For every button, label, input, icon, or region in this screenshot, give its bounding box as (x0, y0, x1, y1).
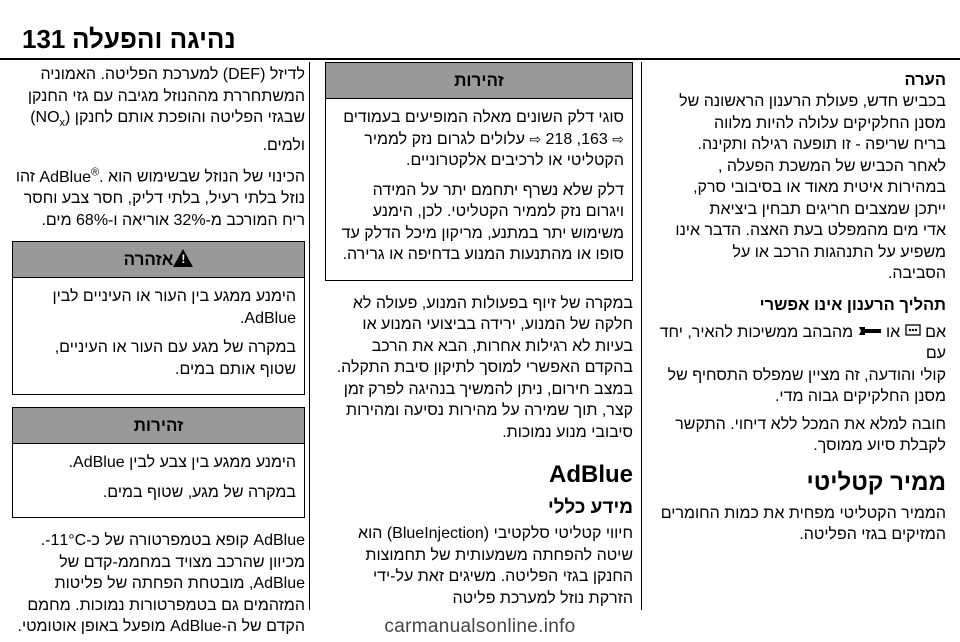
intro-line: שבגזי הפליטה והופכת אותם לחנקן $(NO_x)$ (30, 109, 305, 130)
catalytic-title: ממיר קטליטי (806, 468, 946, 496)
note-line: לאחר הכביש של המשכת הפעלה , (718, 157, 946, 175)
general-info-paragraph: חיווי קטליטי סלקטיבי (BlueInjection) הוא שיטה להפחתה משמעותית של תחמוצות החנקן בגזי הפליטה. משיגים זאת על-ידי הזרקת נוזל למערכת פליטה (358, 525, 633, 607)
note-line: בכביש חדש, פעולת הרענון הראשונה של (679, 93, 946, 110)
regen-paragraph-2: חובה למלא את המכל ללא דיחוי. התקשר לקבלת סיוע ממוסך. (675, 415, 946, 454)
caution-box-2-title: זהירות (13, 408, 304, 444)
misfire-paragraph: במקרה של זיוף בפעולות המנוע, פעולה לא חלקה של המנוע, ירידה בביצועי המנוע או בעיות לא רגילות אחרות, הבא את הרכב בהקדם האפשרי למוסך לתיקון סיבת התקלה. במצב חירום, ניתן להמשיך בנהיגה לפרק זמן קצר, תוך שמירה על מהירות נסיעה ומהירות סיבובי מנוע נמוכות. (336, 294, 633, 441)
caution-box (325, 62, 633, 281)
page-header (0, 0, 960, 60)
column-right (650, 62, 960, 610)
note-body (658, 91, 946, 285)
warning-box-title: !אזהרה (13, 242, 304, 278)
note-line: משפיע על התנהגות הרכב או על (732, 243, 946, 261)
fluid-paragraph: הכינוי של הנוזל שבשימוש הוא AdBlue®. זהו נוזל בלתי רעיל, בלתי דליק, חסר צבע וחסר ריח המורכב מ-32% אוריאה ו-68% מים. (15, 166, 305, 229)
page-number: 131 (22, 24, 66, 54)
warning-paragraph-1: הימנע ממגע בין העור או העיניים לבין AdBlue. (52, 288, 296, 327)
note-line: ייתכן שמצבים חריגים תבחין ביציאת (709, 200, 946, 218)
caution-box-title: זהירות (326, 63, 632, 99)
intro-line: לדיזל (DEF) למערכת הפליטה. האמוניה (40, 66, 305, 83)
note-line: מסנן החלקיקים עלולה להיות מלווה (713, 114, 946, 132)
adblue-title: AdBlue (549, 461, 633, 488)
note-title: הערה (904, 71, 946, 89)
filter-icon (905, 322, 921, 344)
regen-line-1: אם או מהבהב ממשיכות להאיר, יחד עם (659, 323, 946, 362)
caution-paragraph-1: סוגי דלק השונים מאלה המופיעים בעמודים ⇨ 218 ,163 ⇨ עלולים לגרום נזק לממיר הקטליטי או לרכיבים אלקטרוניים. (343, 109, 624, 169)
regen-title: תהליך הרענון אינו אפשרי (759, 295, 946, 314)
note-line: במהירות איטית מאוד או בסיבובי סרק, (693, 179, 946, 196)
footer-watermark: carmanualsonline.info (384, 616, 576, 637)
freeze-paragraph: AdBlue קופא בטמפרטורה של כ-11°C-. מכיוון שהרכב מצויד במחממ-קדם של AdBlue, מובטחת הפחתה של פליטות המזהמים גם בטמפרטורות נמוכות. מחמם הקדם של ה-AdBlue מופעל באופן אוטומטי. (17, 532, 305, 636)
caution-paragraph-2: דלק שלא נשרף יתחמם יתר על המידה ויגרום נזק לממיר הקטליטי. לכן, הימנע משימוש יתר במתנע, מריקון מיכל הדלק עד סופו או מהתנעות המנוע בדחיפה או גרירה. (341, 181, 624, 263)
intro-line: המשתחררת מההנוזל מגיבה עם גזי החנקן (27, 87, 305, 105)
regen-line: מסנן החלקיקים גבוה מדי. (774, 388, 946, 405)
warning-box (12, 241, 305, 395)
column-left (0, 62, 310, 636)
chapter-title: נהיגה והפעלה (72, 24, 236, 54)
warning-triangle-icon (173, 249, 193, 267)
catalytic-paragraph: הממיר הקטליטי מפחית את כמות החומרים המזיקים בגזי הפליטה. (660, 504, 946, 543)
column-middle (317, 62, 642, 610)
caution-2-paragraph-2: במקרה של מגע, שטוף במים. (102, 483, 296, 501)
caution-2-paragraph-1: הימנע ממגע בין צבע לבין AdBlue. (68, 454, 296, 472)
wrench-icon (858, 322, 882, 344)
warning-paragraph-2: במקרה של מגע עם העור או העיניים, שטוף אותם במים. (54, 339, 296, 378)
note-line: אדי מים מהמפלט בעת האצה. הדבר אינו (675, 222, 946, 239)
intro-line: ולמים. (262, 136, 305, 154)
regen-paragraph-1 (658, 322, 946, 408)
regen-line: קולי והודעה, זה מציין שמפלס התסחיף של (667, 366, 946, 384)
page-reference-icon: ⇨ (612, 130, 624, 147)
note-line: הסביבה. (887, 265, 946, 282)
page-reference-icon: ⇨ (529, 130, 542, 147)
caution-box-2 (12, 407, 305, 518)
general-info-title: מידע כללי (547, 497, 633, 518)
intro-paragraph (12, 64, 305, 156)
note-line: בריח שריפה - זו תופעה רגילה ותקינה. (697, 136, 946, 153)
